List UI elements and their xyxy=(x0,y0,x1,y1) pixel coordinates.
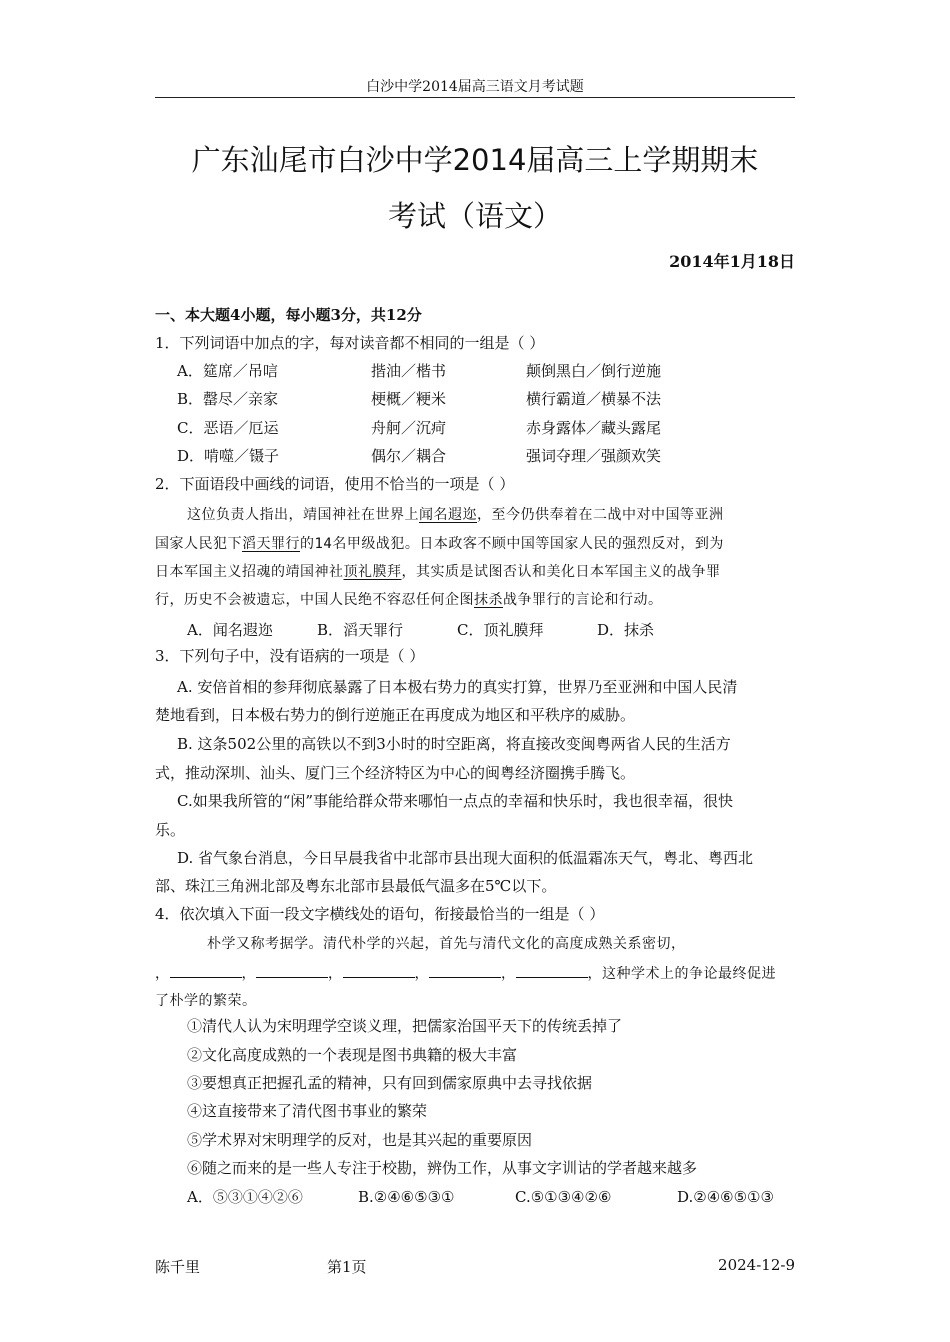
q4-stem: 4．依次填入下面一段文字横线处的语句，衔接最恰当的一组是（ ） xyxy=(155,905,605,923)
q3-option-b-line2: 式，推动深圳、汕头、厦门三个经济特区为中心的闽粤经济圈携手腾飞。 xyxy=(155,764,636,782)
running-header: 白沙中学2014届高三语文月考试题 xyxy=(366,79,584,95)
q3-option-c-line1: C.如果我所管的“闲”事能给群众带来哪怕一点点的幸福和快乐时，我也很幸福，很快 xyxy=(177,792,734,810)
q1-d-col1: D．啃噬／镊子 xyxy=(177,447,280,465)
q1-b-col2: 梗概／粳米 xyxy=(371,390,447,408)
q1-a-col3: 颠倒黑白／倒行逆施 xyxy=(526,362,662,380)
q3-option-a-line2: 楚地看到，日本极右势力的倒行逆施正在再度成为地区和平秩序的威胁。 xyxy=(155,706,636,724)
q2-option-c: C．顶礼膜拜 xyxy=(457,621,544,639)
q4-option-a: A．⑤③①④②⑥ xyxy=(187,1188,303,1206)
q4-blank-4 xyxy=(429,963,501,978)
q4-passage-line3: 了朴学的繁荣。 xyxy=(155,993,257,1009)
q3-option-c-line2: 乐。 xyxy=(155,821,186,839)
q2-text: 国家人民犯下 xyxy=(155,536,242,552)
q4-comma: ， xyxy=(414,966,429,982)
q2-text: 日本军国主义招魂的靖国神社 xyxy=(155,564,344,580)
q4-item-4: ④这直接带来了清代图书事业的繁荣 xyxy=(187,1102,428,1120)
q4-text: ，这种学术上的争论最终促进 xyxy=(587,966,776,982)
q2-text: 的14名甲级战犯。日本政客不顾中国等国家人民的强烈反对，到为 xyxy=(300,536,724,552)
q2-passage-line4 xyxy=(155,590,663,610)
q1-c-col3: 赤身露体／藏头露尾 xyxy=(526,419,662,437)
q2-option-b: B．滔天罪行 xyxy=(317,621,404,639)
q4-passage-line2 xyxy=(155,963,776,984)
q3-option-b-line1: B. 这条502公里的高铁以不到3小时的时空距离，将直接改变闽粤两省人民的生活方 xyxy=(177,735,731,753)
section-heading: 一、本大题4小题，每小题3分，共12分 xyxy=(155,306,422,324)
q2-text: 这位负责人指出，靖国神社在世界上 xyxy=(187,507,419,523)
q2-option-d: D．抹杀 xyxy=(597,621,655,639)
header-rule xyxy=(155,97,795,98)
q2-text: 行，历史不会被遗忘，中国人民绝不容忍任何企图 xyxy=(155,592,474,608)
q1-a-col1: A．筵席／吊唁 xyxy=(177,362,278,380)
q2-passage-line3 xyxy=(155,562,721,582)
q4-blank-1 xyxy=(170,963,242,978)
q2-text: 战争罪行的言论和行动。 xyxy=(503,592,663,608)
q1-d-col2: 偶尔／耦合 xyxy=(371,447,447,465)
page-title-line2: 考试（语文） xyxy=(387,199,562,233)
q4-blank-5 xyxy=(516,963,588,978)
q4-comma: ， xyxy=(328,966,343,982)
q2-underlined-term: 滔天罪行 xyxy=(242,536,300,552)
q3-option-d-line1: D. 省气象台消息，今日早晨我省中北部市县出现大面积的低温霜冻天气，粤北、粤西北 xyxy=(177,849,754,867)
q2-underlined-term: 抹杀 xyxy=(474,592,503,608)
q3-option-d-line2: 部、珠江三角洲北部及粤东北部市县最低气温多在5℃以下。 xyxy=(155,877,557,895)
q2-underlined-term: 闻名遐迩 xyxy=(419,507,477,523)
q4-blank-2 xyxy=(256,963,328,978)
q4-comma: ， xyxy=(241,966,256,982)
q3-stem: 3．下列句子中，没有语病的一项是（ ） xyxy=(155,647,425,665)
q4-option-b: B.②④⑥⑤③① xyxy=(358,1188,455,1206)
page-title-line1: 广东汕尾市白沙中学2014届高三上学期期末 xyxy=(191,143,759,177)
q2-underlined-term: 顶礼膜拜 xyxy=(343,564,402,580)
q1-c-col1: C．恶语／厄运 xyxy=(177,419,279,437)
q4-option-c: C.⑤①③④②⑥ xyxy=(515,1188,612,1206)
q4-option-d: D.②④⑥⑤①③ xyxy=(677,1188,774,1206)
q4-passage-line1: 朴学又称考据学。清代朴学的兴起，首先与清代文化的高度成熟关系密切， xyxy=(207,936,686,952)
q4-item-3: ③要想真正把握孔孟的精神，只有回到儒家原典中去寻找依据 xyxy=(187,1074,593,1092)
q4-comma: ， xyxy=(501,966,516,982)
q2-option-a: A．闻名遐迩 xyxy=(187,621,273,639)
q1-stem: 1．下列词语中加点的字，每对读音都不相同的一组是（ ） xyxy=(155,334,545,352)
q1-a-col2: 揩油／楷书 xyxy=(371,362,447,380)
q4-comma: ， xyxy=(155,966,170,982)
q1-d-col3: 强词夺理／强颜欢笑 xyxy=(526,447,662,465)
q4-item-6: ⑥随之而来的是一些人专注于校勘，辨伪工作，从事文字训诂的学者越来越多 xyxy=(187,1159,698,1177)
q2-passage-line2 xyxy=(155,534,724,554)
q1-b-col1: B．罄尽／亲家 xyxy=(177,390,279,408)
q2-passage-line1 xyxy=(187,505,724,525)
q1-c-col2: 舟舸／沉疴 xyxy=(371,419,447,437)
q4-blank-3 xyxy=(343,963,415,978)
q4-item-2: ②文化高度成熟的一个表现是图书典籍的极大丰富 xyxy=(187,1046,518,1064)
q2-stem: 2．下面语段中画线的词语，使用不恰当的一项是（ ） xyxy=(155,475,515,493)
exam-date: 2014年1月18日 xyxy=(669,252,795,271)
q2-text: ，至今仍供奉着在二战中对中国等亚洲 xyxy=(477,507,724,523)
footer-date: 2024-12-9 xyxy=(718,1256,795,1274)
q3-option-a-line1: A. 安倍首相的参拜彻底暴露了日本极右势力的真实打算，世界乃至亚洲和中国人民清 xyxy=(177,678,738,696)
footer-page-number: 第1页 xyxy=(327,1258,367,1276)
q2-text: ，其实质是试图否认和美化日本军国主义的战争罪 xyxy=(401,564,721,580)
q1-b-col3: 横行霸道／横暴不法 xyxy=(526,390,662,408)
q4-item-5: ⑤学术界对宋明理学的反对，也是其兴起的重要原因 xyxy=(187,1131,533,1149)
footer-author: 陈千里 xyxy=(155,1258,201,1276)
q4-item-1: ①清代人认为宋明理学空谈义理，把儒家治国平天下的传统丢掉了 xyxy=(187,1017,623,1035)
